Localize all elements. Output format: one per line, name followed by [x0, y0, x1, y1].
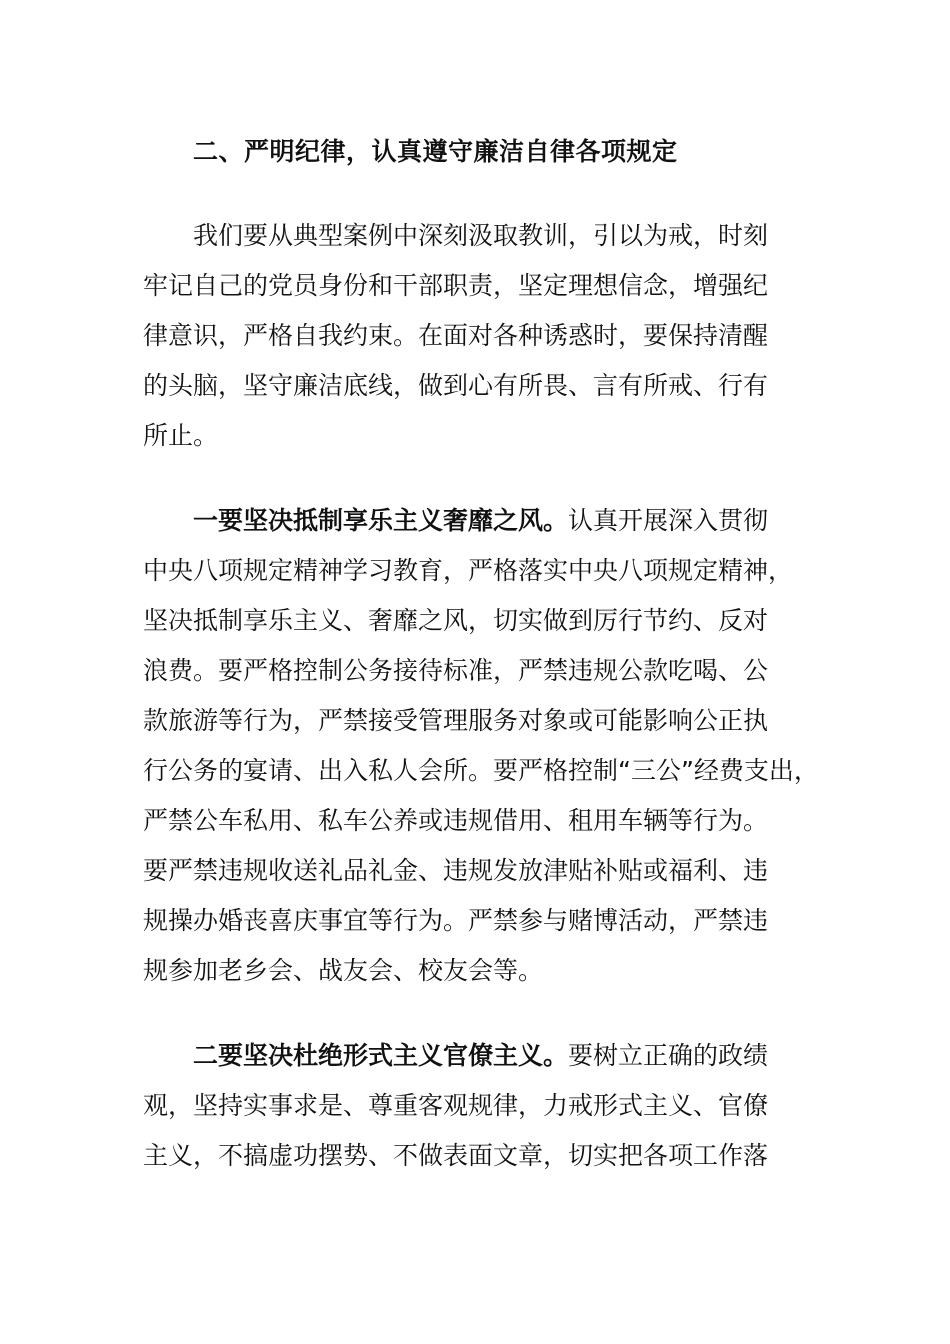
paragraph-hedonism [143, 496, 823, 996]
text-line: 我们要从典型案例中深刻汲取教训，引以为戒，时刻 [193, 221, 769, 250]
text-line: 严禁公车私用、私车公养或违规借用、租用车辆等行为。 [143, 806, 769, 835]
lead-continuation: 要树立正确的政绩 [568, 1041, 769, 1070]
paragraph-lead: 一要坚决抵制享乐主义奢靡之风。 [193, 506, 569, 535]
text-line: 规参加老乡会、战友会、校友会等。 [143, 956, 544, 985]
text-line [143, 1031, 823, 1081]
section-heading: 二、严明纪律，认真遵守廉洁自律各项规定 [193, 137, 678, 166]
text-line [143, 496, 823, 546]
text-line: 中央八项规定精神学习教育，严格落实中央八项规定精神， [143, 556, 794, 585]
text-line: 律意识，严格自我约束。在面对各种诱惑时，要保持清醒 [143, 321, 769, 350]
text-line: 坚决抵制享乐主义、奢靡之风，切实做到厉行节约、反对 [143, 606, 769, 635]
text-line: 浪费。要严格控制公务接待标准，严禁违规公款吃喝、公 [143, 656, 769, 685]
paragraph-lessons [143, 211, 823, 461]
text-line: 款旅游等行为，严禁接受管理服务对象或可能影响公正执 [143, 706, 769, 735]
text-line: 行公务的宴请、出入私人会所。要严格控制“三公”经费支出， [143, 756, 819, 785]
text-line: 牢记自己的党员身份和干部职责，坚定理想信念，增强纪 [143, 271, 769, 300]
lead-continuation: 认真开展深入贯彻 [568, 506, 769, 535]
text-line: 的头脑，坚守廉洁底线，做到心有所畏、言有所戒、行有 [143, 371, 769, 400]
text-line: 所止。 [143, 421, 219, 450]
text-line: 主义，不搞虚功摆势、不做表面文章，切实把各项工作落 [143, 1141, 769, 1170]
text-line: 观，坚持实事求是、尊重客观规律，力戒形式主义、官僚 [143, 1091, 769, 1120]
text-line: 要严禁违规收送礼品礼金、违规发放津贴补贴或福利、违 [143, 856, 769, 885]
paragraph-lead: 二要坚决杜绝形式主义官僚主义。 [193, 1041, 569, 1070]
paragraph-formalism [143, 1031, 823, 1181]
text-line: 规操办婚丧喜庆事宜等行为。严禁参与赌博活动，严禁违 [143, 906, 769, 935]
